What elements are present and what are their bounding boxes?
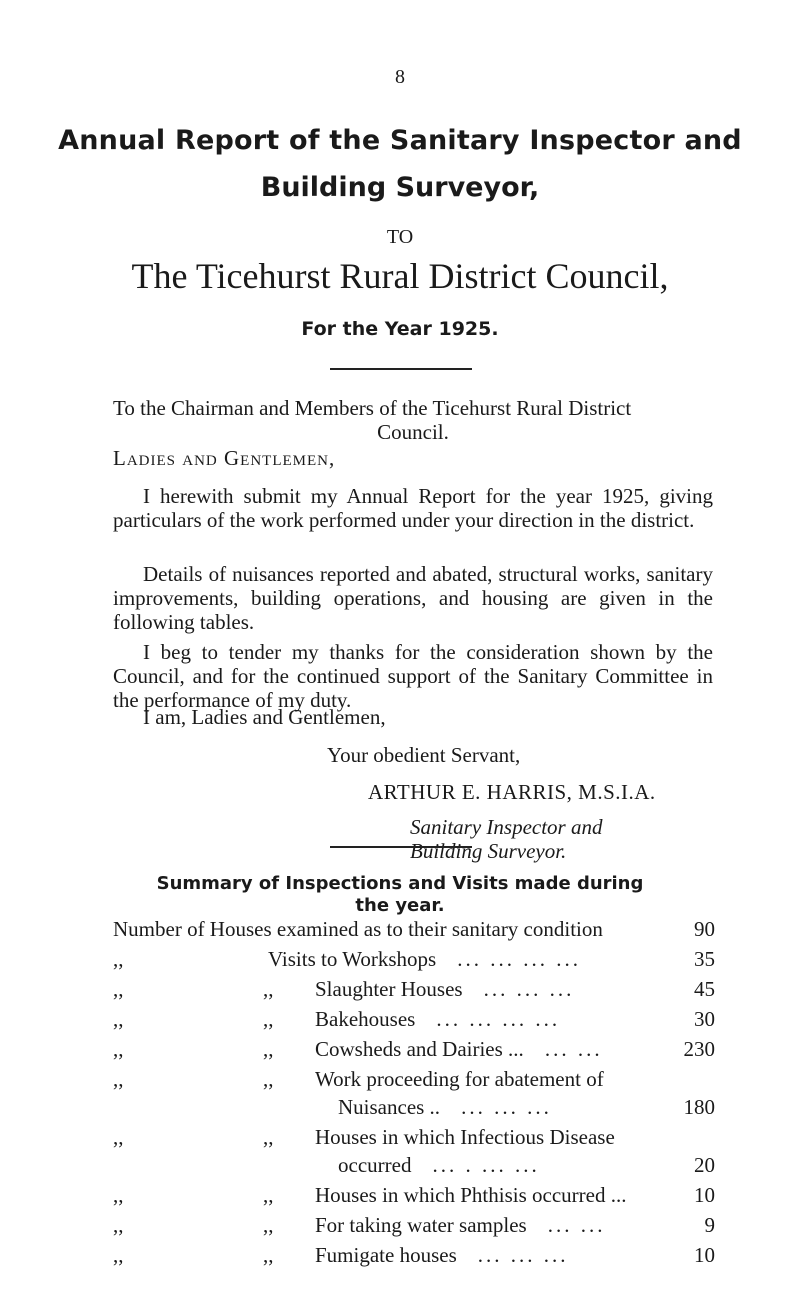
ditto-mark: ,, bbox=[113, 977, 124, 1001]
ditto-mark: ,, bbox=[113, 1213, 124, 1237]
table-row bbox=[0, 1213, 800, 1243]
signatory-name: ARTHUR E. HARRIS, M.S.I.A. bbox=[368, 780, 656, 804]
salutation: Ladies and Gentlemen, bbox=[113, 446, 336, 470]
ditto-mark: ,, bbox=[263, 1243, 274, 1267]
paragraph-1 bbox=[113, 484, 713, 532]
signatory-role-line1: Sanitary Inspector and bbox=[410, 815, 603, 839]
ditto-mark: ,, bbox=[263, 1125, 274, 1149]
row-description: Houses in which Phthisis occurred ... bbox=[315, 1183, 627, 1207]
table-row bbox=[0, 947, 800, 977]
row-value: 45 bbox=[694, 977, 715, 1001]
table-row bbox=[0, 977, 800, 1007]
report-title-line1: Annual Report of the Sanitary Inspector and bbox=[58, 125, 742, 156]
row-value: 90 bbox=[694, 917, 715, 941]
row-value: 10 bbox=[694, 1243, 715, 1267]
table-row bbox=[0, 917, 800, 947]
council-name: The Ticehurst Rural District Council, bbox=[131, 256, 669, 296]
address-block bbox=[113, 396, 713, 444]
ditto-mark: ,, bbox=[113, 1067, 124, 1091]
ditto-mark: ,, bbox=[263, 1213, 274, 1237]
row-description: Bakehouses ... ... ... ... bbox=[315, 1007, 561, 1031]
divider-rule bbox=[330, 846, 472, 848]
paragraph-1-text: I herewith submit my Annual Report for the year 1925, giving particulars of the work performed under your direction in the district. bbox=[113, 484, 713, 532]
row-description-continued: occurred ... . ... ... bbox=[338, 1153, 540, 1177]
row-description: Visits to Workshops ... ... ... ... bbox=[268, 947, 581, 971]
table-row-continued bbox=[0, 1095, 800, 1125]
ditto-mark: ,, bbox=[263, 1067, 274, 1091]
row-description: Houses in which Infectious Disease bbox=[315, 1125, 615, 1149]
page-number: 8 bbox=[395, 66, 405, 88]
ditto-mark: ,, bbox=[113, 1183, 124, 1207]
ditto-mark: ,, bbox=[113, 1125, 124, 1149]
row-description: Cowsheds and Dairies ... ... ... bbox=[315, 1037, 603, 1061]
paragraph-2 bbox=[113, 562, 713, 634]
row-description-continued: Nuisances .. ... ... ... bbox=[338, 1095, 552, 1119]
ditto-mark: ,, bbox=[113, 1243, 124, 1267]
row-value: 10 bbox=[694, 1183, 715, 1207]
paragraph-3 bbox=[113, 640, 713, 712]
ditto-mark: ,, bbox=[113, 1007, 124, 1031]
address-line1: To the Chairman and Members of the Ticehurst Rural District bbox=[113, 396, 632, 420]
closing-line1: I am, Ladies and Gentlemen, bbox=[143, 705, 386, 729]
address-line2: Council. bbox=[377, 420, 449, 444]
table-row bbox=[0, 1007, 800, 1037]
summary-heading bbox=[80, 873, 720, 917]
table-row bbox=[0, 1243, 800, 1273]
ditto-mark: ,, bbox=[263, 1037, 274, 1061]
table-row bbox=[0, 1037, 800, 1067]
row-value: 35 bbox=[694, 947, 715, 971]
row-value: 20 bbox=[694, 1153, 715, 1177]
table-row bbox=[0, 1183, 800, 1213]
report-title-to: TO bbox=[386, 226, 414, 248]
row-description: For taking water samples ... ... bbox=[315, 1213, 606, 1237]
ditto-mark: ,, bbox=[263, 1183, 274, 1207]
summary-heading-line1: Summary of Inspections and Visits made during bbox=[156, 873, 644, 894]
row-description: Slaughter Houses ... ... ... bbox=[315, 977, 575, 1001]
table-row bbox=[0, 1067, 800, 1097]
signatory-role bbox=[410, 815, 602, 863]
paragraph-2-text: Details of nuisances reported and abated, structural works, sanitary improvements, building operations, and housing are given in the following tables. bbox=[113, 562, 713, 634]
row-description: Work proceeding for abatement of bbox=[315, 1067, 604, 1091]
row-description: Number of Houses examined as to their sanitary condition bbox=[113, 917, 603, 941]
ditto-mark: ,, bbox=[113, 947, 124, 971]
row-value: 230 bbox=[683, 1037, 715, 1061]
report-year: For the Year 1925. bbox=[301, 318, 499, 340]
table-row-continued bbox=[0, 1153, 800, 1183]
row-value: 180 bbox=[683, 1095, 715, 1119]
table-row bbox=[0, 1125, 800, 1155]
row-description: Fumigate houses ... ... ... bbox=[315, 1243, 569, 1267]
report-title-line2: Building Surveyor, bbox=[260, 172, 540, 203]
paragraph-3-text: I beg to tender my thanks for the consideration shown by the Council, and for the continued support of the Sanitary Committee in the performance of my duty. bbox=[113, 640, 713, 712]
row-value: 30 bbox=[694, 1007, 715, 1031]
ditto-mark: ,, bbox=[113, 1037, 124, 1061]
row-value: 9 bbox=[704, 1213, 715, 1237]
signatory-role-line2: Building Surveyor. bbox=[410, 839, 567, 863]
summary-heading-line2: the year. bbox=[355, 895, 445, 916]
divider-rule bbox=[330, 368, 472, 370]
closing-line2: Your obedient Servant, bbox=[327, 743, 521, 767]
ditto-mark: ,, bbox=[263, 1007, 274, 1031]
ditto-mark: ,, bbox=[263, 977, 274, 1001]
